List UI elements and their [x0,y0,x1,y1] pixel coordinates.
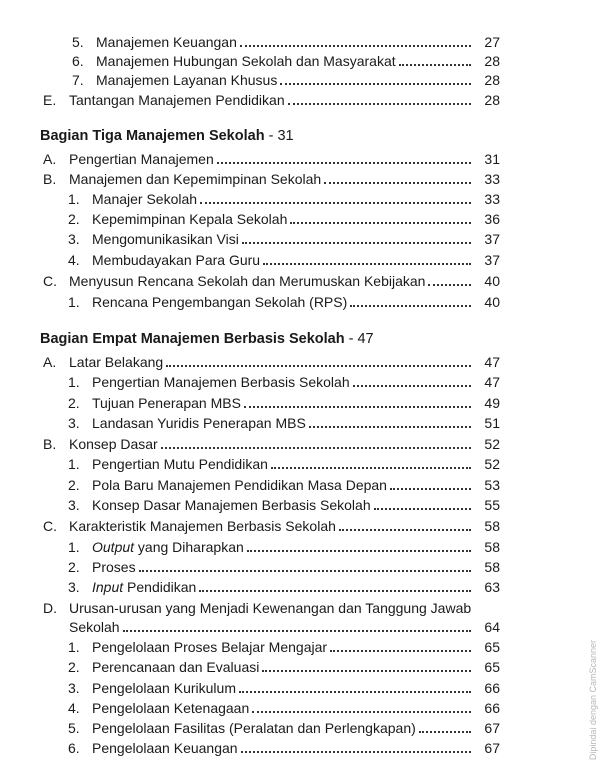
entry-page: 47 [484,374,500,390]
entry-page: 33 [484,171,500,187]
leader-dots [374,508,471,510]
entry-title: Pengertian Mutu Pendidikan [92,456,268,472]
entry-title-rest: yang Diharapkan [134,539,244,555]
entry-title: Landasan Yuridis Penerapan MBS [92,415,306,431]
leader-dots [239,691,471,693]
section-page: - 31 [264,128,294,144]
entry-page: 55 [484,497,500,513]
entry-number: 2. [68,477,80,493]
entry-number: 1. [68,374,80,390]
entry-title: Pengelolaan Fasilitas (Peralatan dan Perlengkapan) [92,720,416,736]
entry-title-italic: Output [92,539,135,555]
entry-number: 5. [72,34,84,50]
entry-number: 6. [72,53,84,69]
entry-number: 2. [68,659,80,675]
toc-entry [68,294,500,310]
leader-dots [242,242,471,244]
leader-dots [428,284,471,286]
leader-dots [271,467,471,469]
entry-title: Latar Belakang [69,354,164,370]
entry-page: 40 [484,294,500,310]
entry-number: 3. [68,415,80,431]
entry-title: Proses [92,559,136,575]
toc-entry [68,559,500,575]
leader-dots [262,670,471,672]
leader-dots [339,529,471,531]
entry-page: 52 [484,436,500,452]
toc-entry-line1 [43,600,471,616]
leader-dots [123,630,471,632]
toc-entry [43,273,500,289]
leader-dots [161,447,471,449]
entry-title: Pengelolaan Ketenagaan [92,700,250,716]
entry-number: 1. [68,456,80,472]
leader-dots [252,711,471,713]
toc-entry [43,92,500,108]
toc-entry [68,395,500,411]
entry-page: 58 [484,539,500,555]
leader-dots [166,365,471,367]
entry-number: 6. [68,740,80,756]
leader-dots [241,751,471,753]
entry-page: 36 [484,211,500,227]
toc-entry [68,231,500,247]
entry-title: Tujuan Penerapan MBS [92,395,241,411]
toc-entry [43,151,500,167]
toc-entry [43,518,500,534]
leader-dots [290,222,471,224]
leader-dots [263,263,471,265]
toc-entry [68,477,500,493]
entry-title: Konsep Dasar Manajemen Berbasis Sekolah [92,497,371,513]
entry-title: Konsep Dasar [69,436,158,452]
entry-title: Pengelolaan Proses Belajar Mengajar [92,639,328,655]
entry-title: Pengertian Manajemen [69,151,214,167]
entry-letter: C. [43,518,57,534]
entry-title: Manajemen Hubungan Sekolah dan Masyarakat [96,53,396,69]
toc-entry [68,456,500,472]
entry-number: 7. [72,72,84,88]
entry-title: Menyusun Rencana Sekolah dan Merumuskan Kebijakan [69,273,426,289]
entry-page: 65 [484,639,500,655]
section-heading [40,128,294,144]
toc-entry [72,34,500,50]
entry-title: Perencanaan dan Evaluasi [92,659,260,675]
entry-title: Urusan-urusan yang Menjadi Kewenangan dan Tanggung Jawab [69,600,472,616]
entry-title: Rencana Pengembangan Sekolah (RPS) [92,294,348,310]
toc-entry [68,700,500,716]
entry-number: 4. [68,700,80,716]
toc-entry [68,374,500,390]
entry-page: 52 [484,456,500,472]
entry-title: Pengelolaan Kurikulum [92,680,236,696]
leader-dots [309,426,471,428]
toc-entry [68,252,500,268]
entry-number: 3. [68,680,80,696]
entry-title: Karakteristik Manajemen Berbasis Sekolah [69,518,336,534]
entry-title: Manajer Sekolah [92,191,198,207]
entry-letter: B. [43,436,57,452]
entry-letter: E. [43,92,57,108]
entry-page: 37 [484,252,500,268]
leader-dots [240,45,471,47]
entry-title: Tantangan Manajemen Pendidikan [69,92,285,108]
toc-entry [68,579,500,595]
entry-page: 58 [484,518,500,534]
entry-number: 1. [68,639,80,655]
leader-dots [139,570,471,572]
entry-letter: D. [43,600,57,616]
entry-page: 33 [484,191,500,207]
entry-letter: A. [43,354,57,370]
entry-number: 1. [68,539,80,555]
entry-page: 67 [484,740,500,756]
entry-title: Pengertian Manajemen Berbasis Sekolah [92,374,350,390]
toc-entry [68,639,500,655]
leader-dots [390,488,471,490]
entry-page: 27 [484,34,500,50]
entry-page: 37 [484,231,500,247]
leader-dots [350,305,471,307]
entry-title: Mengomunikasikan Visi [92,231,239,247]
toc-entry [69,619,500,635]
leader-dots [419,731,471,733]
entry-number: 1. [68,191,80,207]
entry-page: 63 [484,579,500,595]
leader-dots [324,182,471,184]
entry-number: 1. [68,294,80,310]
entry-number: 4. [68,252,80,268]
entry-number: 3. [68,579,80,595]
toc-entry [72,53,500,69]
leader-dots [247,550,471,552]
entry-title-italic: Input [92,579,124,595]
entry-page: 31 [484,151,500,167]
entry-number: 2. [68,395,80,411]
entry-page: 53 [484,477,500,493]
entry-page: 67 [484,720,500,736]
toc-entry [68,497,500,513]
toc-entry [43,354,500,370]
entry-number: 2. [68,211,80,227]
entry-title [92,579,196,595]
section-title: Bagian Empat Manajemen Berbasis Sekolah [40,331,345,347]
entry-title: Pola Baru Manajemen Pendidikan Masa Depan [92,477,387,493]
entry-page: 58 [484,559,500,575]
entry-title [92,539,244,555]
leader-dots [199,590,471,592]
entry-title: Manajemen Layanan Khusus [96,72,278,88]
entry-page: 66 [484,700,500,716]
entry-page: 28 [484,72,500,88]
section-page: - 47 [344,331,374,347]
leader-dots [244,406,471,408]
entry-number: 2. [68,559,80,575]
entry-title: Membudayakan Para Guru [92,252,261,268]
entry-letter: A. [43,151,57,167]
leader-dots [280,83,471,85]
leader-dots [353,385,471,387]
entry-letter: C. [43,273,57,289]
entry-title: Pengelolaan Keuangan [92,740,238,756]
entry-page: 51 [484,415,500,431]
toc-entry [68,539,500,555]
toc-entry [68,680,500,696]
toc-entry [72,72,500,88]
toc-entry [68,720,500,736]
entry-title: Sekolah [69,619,120,635]
entry-title: Manajemen dan Kepemimpinan Sekolah [69,171,322,187]
entry-page: 66 [484,680,500,696]
scanner-watermark: Dipindai dengan CamScanner [588,640,598,761]
entry-title-rest: Pendidikan [123,579,197,595]
entry-page: 40 [484,273,500,289]
leader-dots [288,103,471,105]
entry-page: 65 [484,659,500,675]
entry-number: 5. [68,720,80,736]
toc-entry [43,436,500,452]
entry-page: 49 [484,395,500,411]
toc-entry [68,191,500,207]
entry-number: 3. [68,497,80,513]
entry-page: 64 [484,619,500,635]
toc-entry [68,740,500,756]
leader-dots [217,162,471,164]
toc-entry [68,415,500,431]
entry-page: 47 [484,354,500,370]
toc-entry [68,211,500,227]
leader-dots [200,202,471,204]
entry-title: Kepemimpinan Kepala Sekolah [92,211,288,227]
leader-dots [399,64,471,66]
entry-letter: B. [43,171,57,187]
entry-number: 3. [68,231,80,247]
section-title: Bagian Tiga Manajemen Sekolah [40,128,265,144]
section-heading [40,331,374,347]
toc-entry [68,659,500,675]
toc-entry [43,171,500,187]
entry-page: 28 [484,92,500,108]
entry-page: 28 [484,53,500,69]
leader-dots [330,650,471,652]
entry-title: Manajemen Keuangan [96,34,237,50]
